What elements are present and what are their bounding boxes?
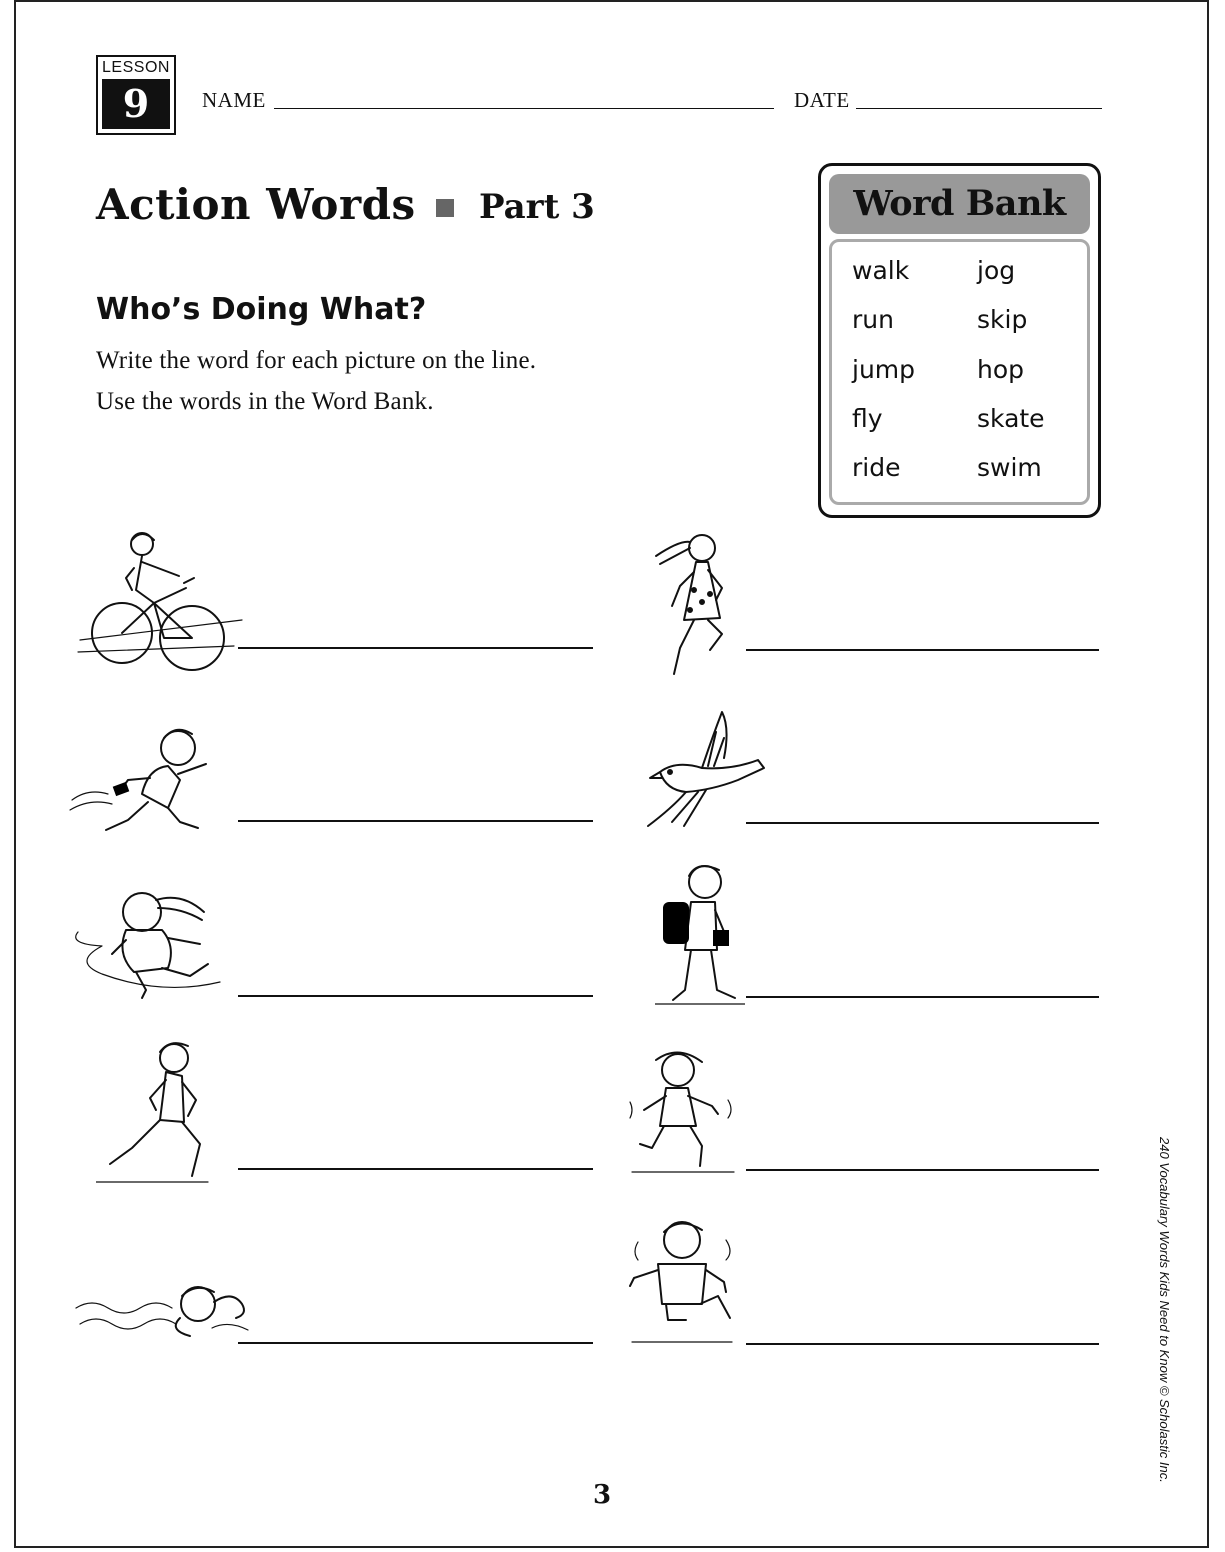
title-separator-square <box>436 199 454 217</box>
word-bank-word: skip <box>977 305 1028 334</box>
answer-line-9[interactable] <box>238 1342 593 1344</box>
answer-line-6[interactable] <box>746 996 1099 998</box>
skipping-girl-icon <box>650 530 730 680</box>
word-bank-word: jump <box>852 355 916 384</box>
word-bank-word: run <box>852 305 894 334</box>
answer-line-1[interactable] <box>238 647 593 649</box>
lesson-number: 9 <box>102 79 170 129</box>
word-bank-title: Word Bank <box>853 183 1066 224</box>
answer-line-8[interactable] <box>746 1169 1099 1171</box>
instruction-line-2: Use the words in the Word Bank. <box>96 388 434 415</box>
name-label: NAME <box>202 88 266 112</box>
section-subtitle: Who’s Doing What? <box>96 292 427 327</box>
skating-girl-icon <box>72 884 226 1008</box>
jumping-boy-icon <box>628 1212 738 1348</box>
word-bank-word: jog <box>977 256 1016 285</box>
jogging-woman-icon <box>96 1036 216 1188</box>
answer-line-5[interactable] <box>238 995 593 997</box>
page-number: 3 <box>592 1480 612 1510</box>
word-bank-list <box>829 239 1090 505</box>
lesson-badge <box>96 55 176 135</box>
flying-bird-icon <box>642 708 770 832</box>
running-boy-icon <box>68 724 216 838</box>
word-bank-word: skate <box>977 404 1045 433</box>
hopping-girl-icon <box>628 1048 738 1178</box>
date-field[interactable] <box>856 108 1102 109</box>
word-bank-word: walk <box>852 256 910 285</box>
answer-line-3[interactable] <box>238 820 593 822</box>
copyright-text: 240 Vocabulary Words Kids Need to Know © Scholastic Inc. <box>1157 1137 1172 1483</box>
copyright-credit <box>1157 1137 1178 1483</box>
lesson-label: LESSON <box>102 59 170 76</box>
answer-line-4[interactable] <box>746 822 1099 824</box>
word-bank <box>818 163 1101 518</box>
date-label: DATE <box>794 88 850 112</box>
answer-line-10[interactable] <box>746 1343 1099 1345</box>
part-title: Part 3 <box>479 187 595 227</box>
word-bank-word: ride <box>852 453 901 482</box>
word-bank-word: fly <box>852 404 883 433</box>
word-bank-header <box>829 174 1090 234</box>
answer-line-2[interactable] <box>746 649 1099 651</box>
word-bank-word: swim <box>977 453 1042 482</box>
answer-line-7[interactable] <box>238 1168 593 1170</box>
swimming-boy-icon <box>72 1274 258 1346</box>
instruction-line-1: Write the word for each picture on the line. <box>96 347 537 374</box>
page-title: Action Words <box>96 180 416 229</box>
bike-rider-icon <box>74 528 244 676</box>
name-field[interactable] <box>274 108 774 109</box>
walking-boy-icon <box>655 858 745 1010</box>
word-bank-word: hop <box>977 355 1025 384</box>
